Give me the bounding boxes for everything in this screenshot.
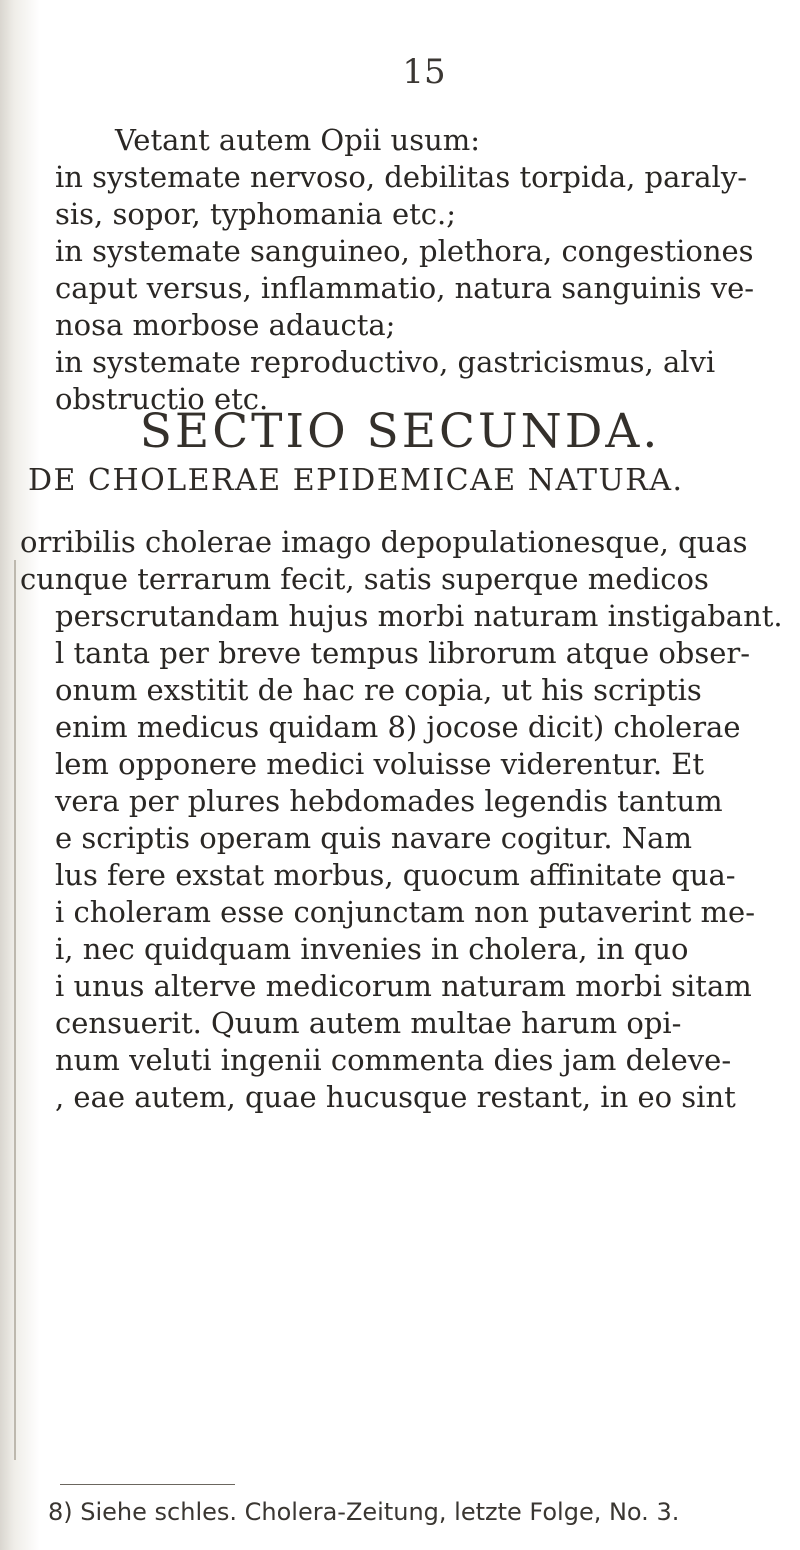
text-line: i, nec quidquam invenies in cholera, in quo	[55, 932, 689, 966]
text-line: e scriptis operam quis navare cogitur. Nam	[55, 821, 692, 855]
page-number: 15	[402, 52, 446, 92]
body-paragraph	[20, 524, 790, 1116]
section-heading: SECTIO SECUNDA.	[139, 404, 661, 459]
footnote-rule	[60, 1484, 235, 1485]
chapter-subheading: DE CHOLERAE EPIDEMICAE NATURA.	[28, 463, 684, 498]
text-line: , eae autem, quae hucusque restant, in eo sint	[55, 1080, 736, 1114]
text-line: orribilis cholerae imago depopulationesque, quas	[20, 525, 748, 559]
page-gutter	[14, 560, 16, 1460]
text-line: l tanta per breve tempus librorum atque obser-	[55, 636, 751, 670]
text-line: sis, sopor, typhomania etc.;	[55, 197, 456, 231]
text-line: cunque terrarum fecit, satis superque medicos	[20, 562, 709, 596]
text-line: lem opponere medici voluisse viderentur. Et	[55, 747, 705, 781]
text-line: in systemate nervoso, debilitas torpida, paraly-	[55, 160, 748, 194]
text-line: lus fere exstat morbus, quocum affinitate qua-	[55, 858, 736, 892]
text-line: nosa morbose adaucta;	[55, 308, 396, 342]
text-line: obstructio etc.	[55, 382, 269, 416]
text-line: in systemate sanguineo, plethora, congestiones	[55, 234, 754, 268]
text-line: i choleram esse conjunctam non putaverint me-	[55, 895, 756, 929]
text-line: enim medicus quidam 8) jocose dicit) cholerae	[55, 710, 741, 744]
text-line: caput versus, inflammatio, natura sanguinis ve-	[55, 271, 755, 305]
footnote: 8) Siehe schles. Cholera-Zeitung, letzte Folge, No. 3.	[48, 1498, 680, 1526]
text-line: num veluti ingenii commenta dies jam deleve-	[55, 1043, 732, 1077]
text-line: perscrutandam hujus morbi naturam instigabant.	[55, 599, 783, 633]
text-line: i unus alterve medicorum naturam morbi sitam	[55, 969, 752, 1003]
text-line: in systemate reproductivo, gastricismus, alvi	[55, 345, 716, 379]
text-line: onum exstitit de hac re copia, ut his scriptis	[55, 673, 702, 707]
text-line: Vetant autem Opii usum:	[115, 123, 481, 157]
text-line: censuerit. Quum autem multae harum opi-	[55, 1006, 682, 1040]
intro-paragraph	[55, 122, 785, 418]
text-line: vera per plures hebdomades legendis tantum	[55, 784, 723, 818]
